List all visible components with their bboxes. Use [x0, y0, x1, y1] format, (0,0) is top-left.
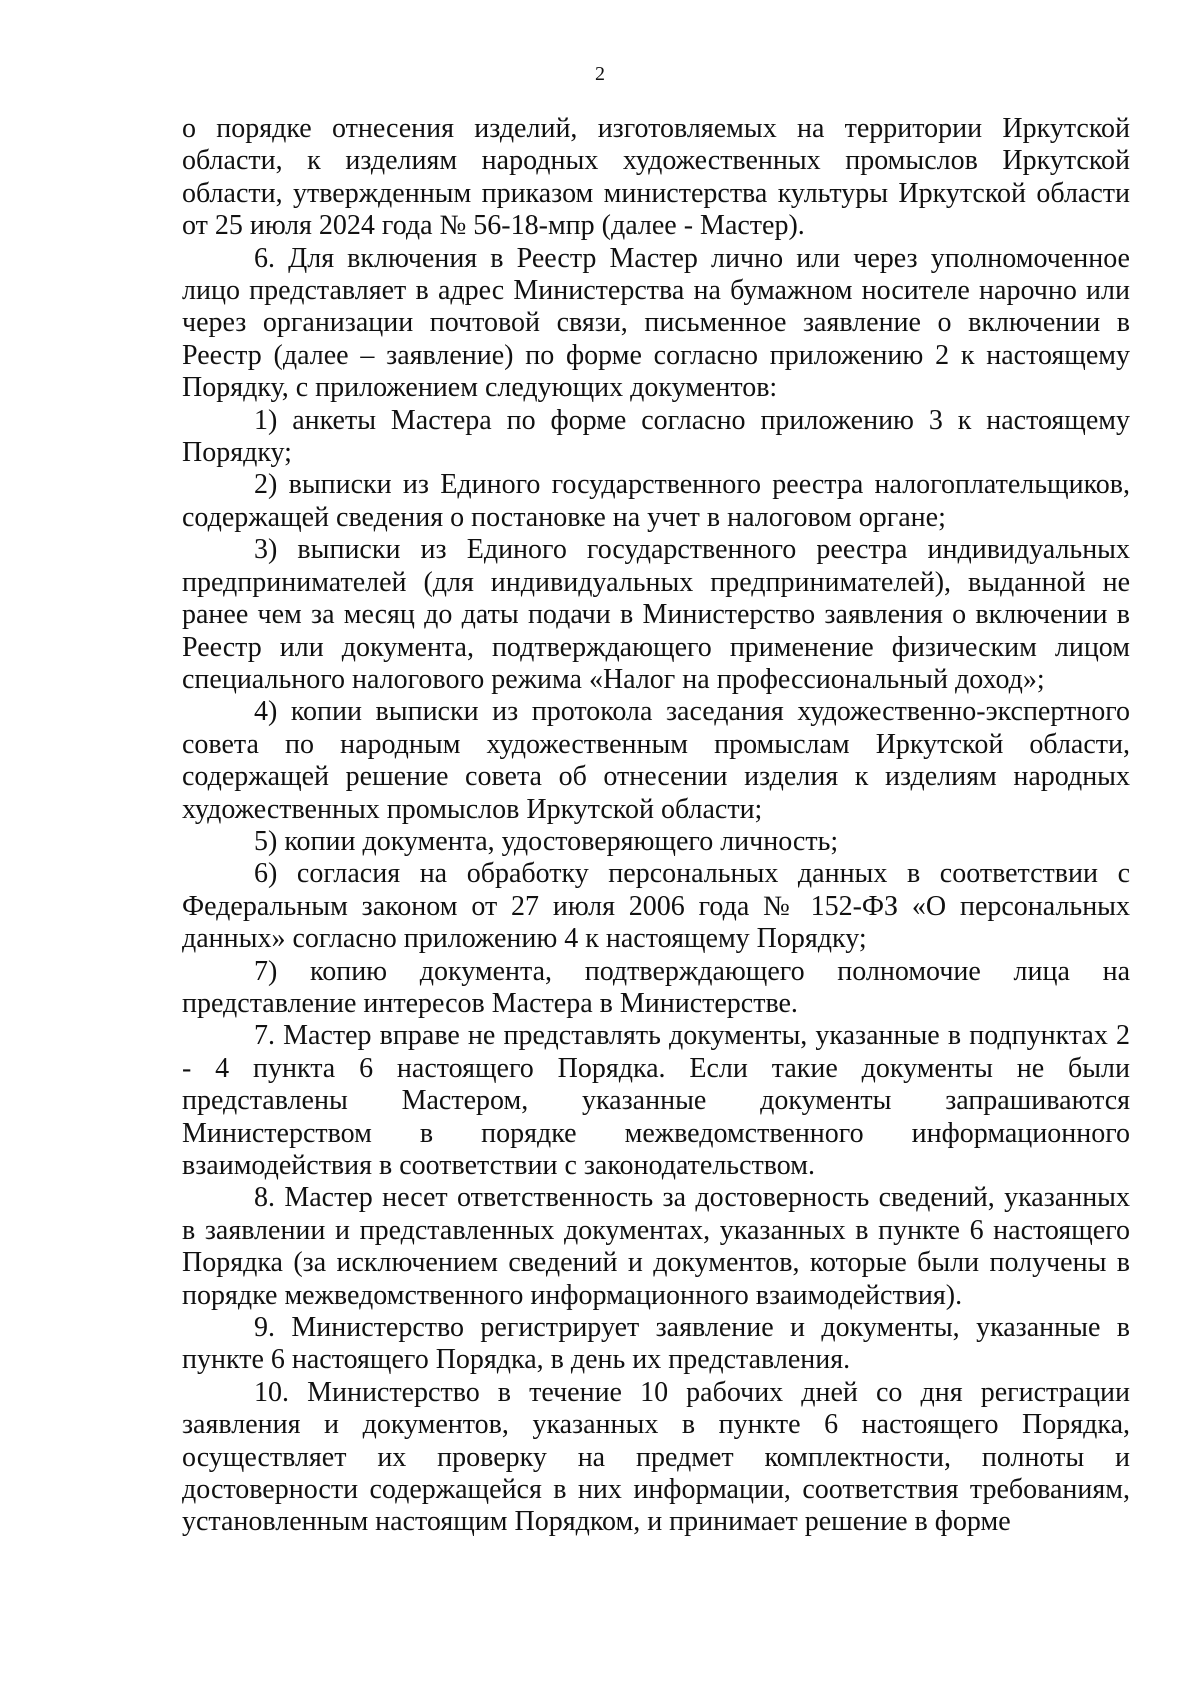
paragraph-item-10: 10. Министерство в течение 10 рабочих дней со дня регистрации заявления и документов, указанных в пункте 6 настоящего Порядка, осуществляет их проверку на предмет комплектности, полноты и достоверности содержащейся в них информации, соответствия требованиям, установленным настоящим Порядком, и принимает решение в форме	[182, 1376, 1130, 1538]
document-body	[182, 113, 1130, 1539]
paragraph-item-9: 9. Министерство регистрирует заявление и документы, указанные в пункте 6 настоящего Порядка, в день их представления.	[182, 1312, 1130, 1376]
subitem-7: 7) копию документа, подтверждающего полномочие лица на представление интересов Мастера в Министерстве.	[182, 955, 1130, 1019]
subitem-6: 6) согласия на обработку персональных данных в соответствии с Федеральным законом от 27 июля 2006 года № 152-ФЗ «О персональных данных» согласно приложению 4 к настоящему Порядку;	[182, 858, 1130, 955]
paragraph-item-8: 8. Мастер несет ответственность за достоверность сведений, указанных в заявлении и представленных документах, указанных в пункте 6 настоящего Порядка (за исключением сведений и документов, которые были получены в порядке межведомственного информационного взаимодействия).	[182, 1182, 1130, 1311]
subitem-1: 1) анкеты Мастера по форме согласно приложению 3 к настоящему Порядку;	[182, 404, 1130, 469]
page-number: 2	[595, 63, 605, 85]
subitem-5: 5) копии документа, удостоверяющего личность;	[254, 825, 839, 857]
paragraph-item-6: 6. Для включения в Реестр Мастер лично или через уполномоченное лицо представляет в адрес Министерства на бумажном носителе нарочно или через организации почтовой связи, письменное заявление о включении в Реестр (далее – заявление) по форме согласно приложению 2 к настоящему Порядку, с приложением следующих документов:	[182, 242, 1130, 404]
subitem-3: 3) выписки из Единого государственного реестра индивидуальных предпринимателей (для индивидуальных предпринимателей), выданной не ранее чем за месяц до даты подачи в Министерство заявления о включении в Реестр или документа, подтверждающего применение физическим лицом специального налогового режима «Налог на профессиональный доход»;	[182, 534, 1130, 695]
paragraph-item-7: 7. Мастер вправе не представлять документы, указанные в подпунктах 2 - 4 пункта 6 настоящего Порядка. Если такие документы не были представлены Мастером, указанные документы запрашиваются Министерством в порядке межведомственного информационного взаимодействия в соответствии с законодательством.	[182, 1020, 1130, 1181]
subitem-2: 2) выписки из Единого государственного реестра налогоплательщиков, содержащей сведения о постановке на учет в налоговом органе;	[182, 469, 1130, 533]
subitem-4: 4) копии выписки из протокола заседания художественно-экспертного совета по народным художественным промыслам Иркутской области, содержащей решение совета об отнесении изделия к изделиям народных художественных промыслов Иркутской области;	[182, 696, 1130, 825]
paragraph-continuation: о порядке отнесения изделий, изготовляемых на территории Иркутской области, к изделиям народных художественных промыслов Иркутской области, утвержденным приказом министерства культуры Иркутской области от 25 июля 2024 года № 56-18-мпр (далее - Мастер).	[182, 113, 1130, 242]
